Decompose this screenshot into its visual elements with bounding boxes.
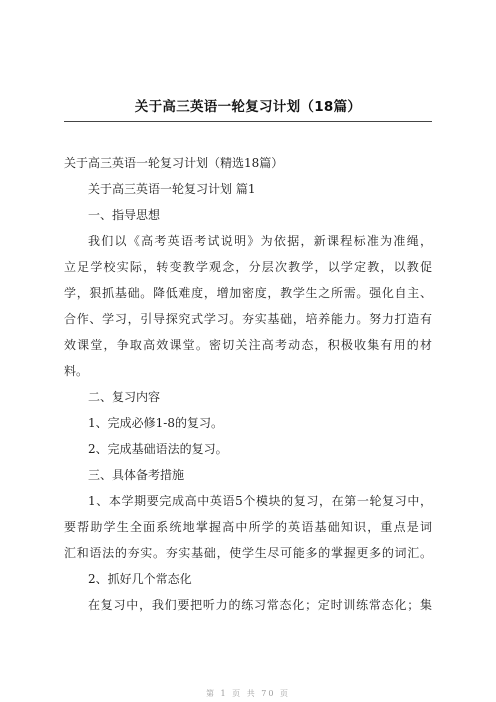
- paragraph-line: 料。: [64, 364, 89, 378]
- heading-guiding-thought: 一、指导思想: [88, 208, 161, 222]
- paragraph-line: 合作、学习，引导探究式学习。夯实基础，培养能力。努力打造有: [64, 312, 432, 326]
- paragraph-line: 立足学校实际，转变教学观念，分层次教学，以学定教，以教促: [64, 260, 432, 274]
- heading-measures: 三、具体备考措施: [88, 468, 185, 482]
- page-footer: 第 1 页 共 70 页: [206, 689, 290, 698]
- heading-review-content: 二、复习内容: [88, 390, 161, 404]
- section-heading: 关于高三英语一轮复习计划 篇1: [88, 182, 256, 196]
- paragraph-line: 在复习中，我们要把听力的练习常态化；定时训练常态化；集: [88, 598, 432, 612]
- list-item: 2、抓好几个常态化: [88, 572, 192, 586]
- paragraph-line: 汇和语法的夯实。夯实基础，使学生尽可能多的掌握更多的词汇。: [64, 546, 432, 560]
- subtitle-line: 关于高三英语一轮复习计划（精选18篇）: [64, 156, 284, 170]
- paragraph-line: 1、本学期要完成高中英语5个模块的复习，在第一轮复习中，: [88, 494, 432, 508]
- list-item: 1、完成必修1-8的复习。: [88, 416, 223, 430]
- paragraph-line: 我们以《高考英语考试说明》为依据，新课程标准为准绳，: [88, 234, 432, 248]
- paragraph-line: 学，狠抓基础。降低难度，增加密度，教学生之所需。强化自主、: [64, 286, 432, 300]
- list-item: 2、完成基础语法的复习。: [88, 442, 228, 456]
- paragraph-line: 要帮助学生全面系统地掌握高中所学的英语基础知识，重点是词: [64, 520, 432, 534]
- title-underline: [64, 121, 432, 122]
- paragraph-line: 效课堂，争取高效课堂。密切关注高考动态，积极收集有用的材: [64, 338, 432, 352]
- document-title: 关于高三英语一轮复习计划（18篇）: [134, 99, 362, 115]
